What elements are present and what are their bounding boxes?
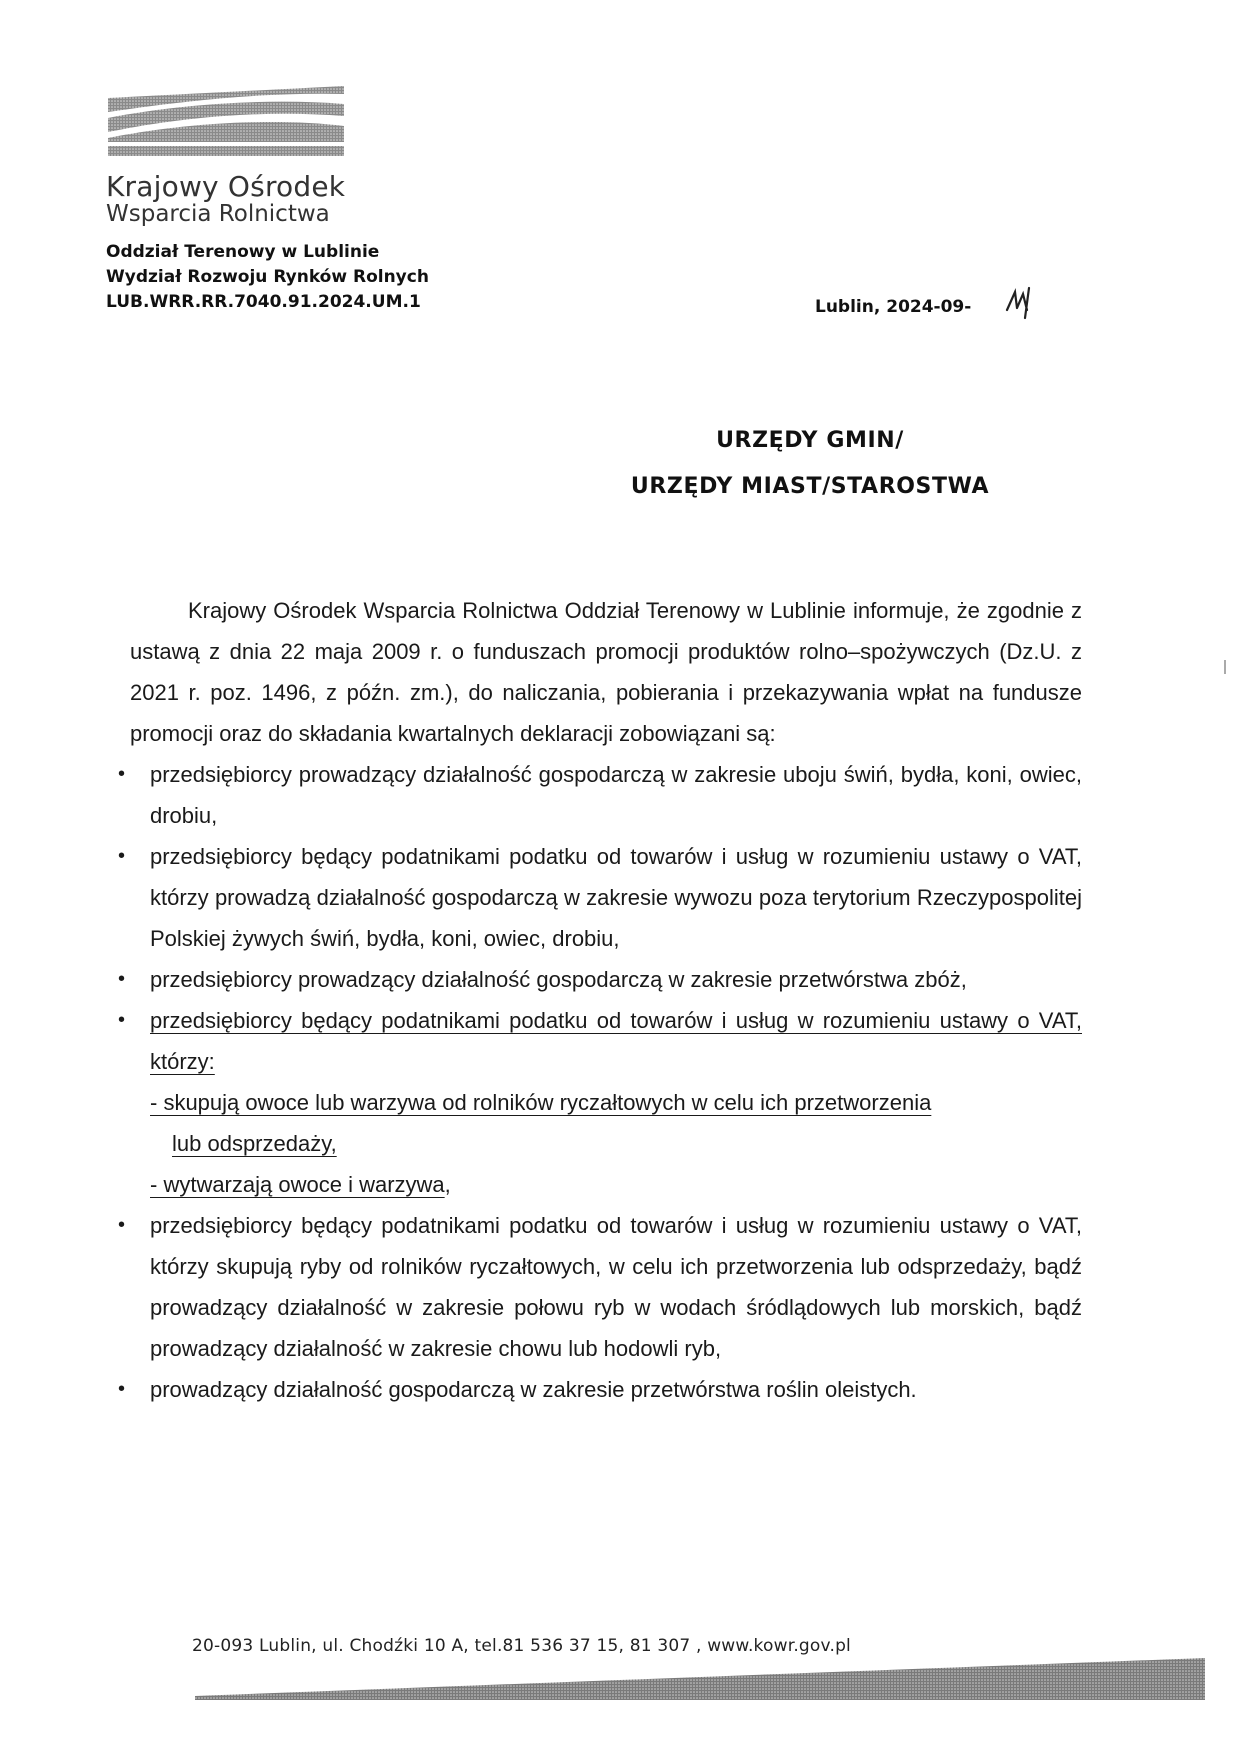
org-name-line2: Wsparcia Rolnictwa bbox=[106, 201, 330, 227]
date-line: Lublin, 2024-09- bbox=[815, 297, 972, 317]
obligated-entities-list bbox=[130, 754, 1082, 1410]
recipients-block bbox=[560, 418, 1060, 510]
recipients-line2: URZĘDY MIAST/STAROSTWA bbox=[630, 474, 990, 499]
kowr-logo bbox=[108, 82, 344, 172]
department-line1: Oddział Terenowy w Lublinie bbox=[106, 242, 380, 262]
letter-body bbox=[130, 590, 1082, 1410]
list-item: • prowadzący działalność gospodarczą w zakresie przetwórstwa roślin oleistych. bbox=[130, 1369, 1082, 1410]
handwritten-day-signature bbox=[1005, 284, 1037, 320]
list-item: • przedsiębiorcy prowadzący działalność gospodarczą w zakresie przetwórstwa zbóż, bbox=[130, 959, 1082, 1000]
list-item: • przedsiębiorcy prowadzący działalność gospodarczą w zakresie uboju świń, bydła, koni, owiec, drobiu, bbox=[130, 754, 1082, 836]
scan-edge-mark bbox=[1224, 660, 1226, 674]
intro-paragraph: Krajowy Ośrodek Wsparcia Rolnictwa Oddział Terenowy w Lublinie informuje, że zgodnie z ustawą z dnia 22 maja 2009 r. o funduszach promocji produktów rolno–spożywczych (Dz.U. z 2021 r. poz. 1496, z późn. zm.), do naliczania, pobierania i przekazywania wpłat na fundusze promocji oraz do składania kwartalnych deklaracji zobowiązani są: bbox=[130, 598, 1082, 746]
item4-sub2-tail: , bbox=[444, 1172, 451, 1197]
org-name-line1: Krajowy Ośrodek bbox=[106, 170, 346, 203]
footer-decoration-bar bbox=[195, 1658, 1205, 1708]
list-item: • przedsiębiorcy będący podatnikami podatku od towarów i usług w rozumieniu ustawy o VAT, którzy prowadzą działalność gospodarczą w zakresie wywozu poza terytorium Rzeczypospolitej Polskiej żywych świń, bydła, koni, owiec, drobiu, bbox=[130, 836, 1082, 959]
item4-sub1-cont: lub odsprzedaży, bbox=[172, 1131, 337, 1156]
list-item: • przedsiębiorcy będący podatnikami podatku od towarów i usług w rozumieniu ustawy o VAT, którzy skupują ryby od rolników ryczałtowych, w celu ich przetworzenia lub odsprzedaży, bądź prowadzący działalność w zakresie połowu ryb w wodach śródlądowych lub morskich, bądź prowadzący działalność w zakresie chowu lub hodowli ryb, bbox=[130, 1205, 1082, 1369]
item4-sub2: - wytwarzają owoce i warzywa bbox=[150, 1172, 445, 1197]
list-item bbox=[130, 1000, 1082, 1205]
recipients-line1: URZĘDY GMIN/ bbox=[716, 428, 904, 453]
department-block bbox=[106, 240, 429, 315]
organization-name bbox=[106, 172, 345, 227]
item4-sub1: - skupują owoce lub warzywa od rolników ryczałtowych w celu ich przetworzenia bbox=[150, 1090, 932, 1115]
department-line2: Wydział Rozwoju Rynków Rolnych bbox=[106, 267, 429, 287]
item4-sublist bbox=[150, 1082, 1082, 1205]
footer-address: 20-093 Lublin, ul. Chodźki 10 A, tel.81 536 37 15, 81 307 , www.kowr.gov.pl bbox=[192, 1636, 851, 1656]
item4-lead: przedsiębiorcy będący podatnikami podatku od towarów i usług w rozumieniu ustawy o VAT, którzy: bbox=[150, 1008, 1082, 1074]
reference-number: LUB.WRR.RR.7040.91.2024.UM.1 bbox=[106, 292, 421, 312]
